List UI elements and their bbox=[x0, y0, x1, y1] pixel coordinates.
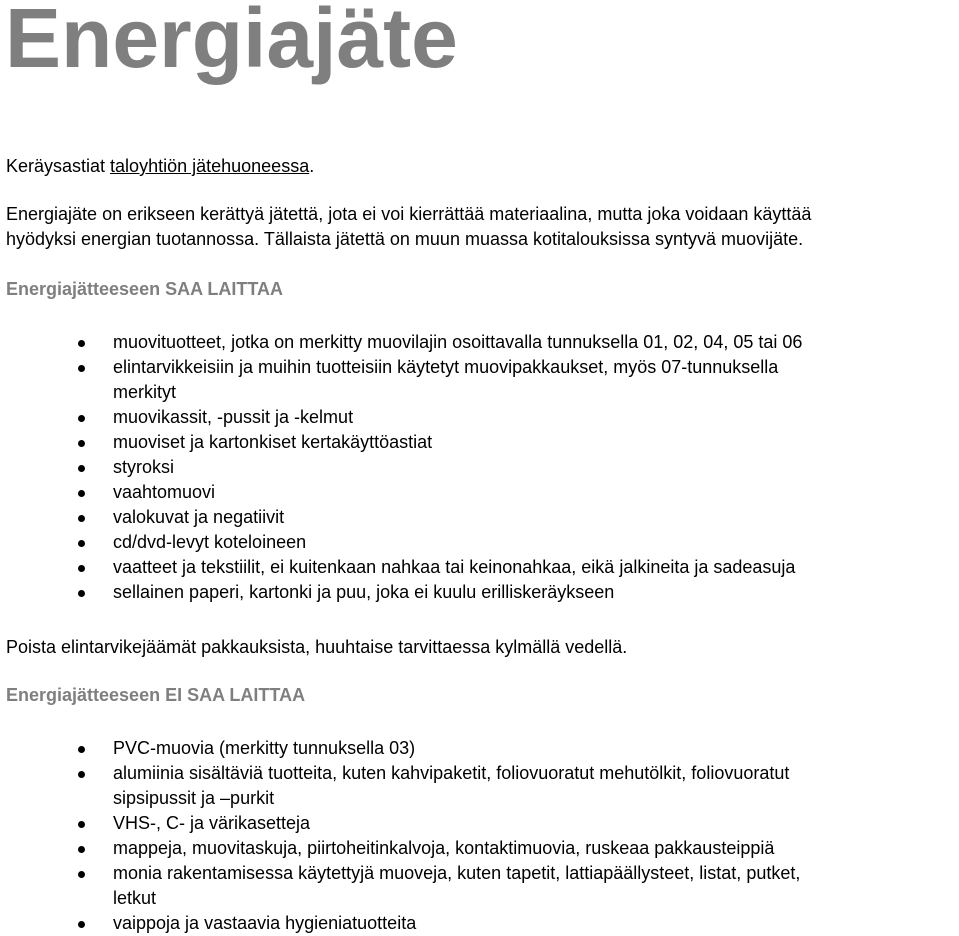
bullet-icon bbox=[78, 811, 88, 836]
bullet-icon bbox=[78, 430, 88, 455]
intro-paragraph bbox=[6, 154, 314, 178]
list-item: PVC-muovia (merkitty tunnuksella 03) bbox=[0, 736, 959, 761]
page-title: Energiajäte bbox=[5, 0, 458, 85]
list-item: VHS-, C- ja värikasetteja bbox=[0, 811, 959, 836]
list-item: muovituotteet, jotka on merkitty muovilajin osoittavalla tunnuksella 01, 02, 04, 05 tai 06 bbox=[0, 330, 959, 355]
description-line-1: Energiajäte on erikseen kerättyä jätettä, jota ei voi kierrättää materiaalina, mutta joka voidaan käyttää bbox=[6, 204, 812, 224]
list-item: styroksi bbox=[0, 455, 959, 480]
list-item: elintarvikkeisiin ja muihin tuotteisiin käytetyt muovipakkaukset, myös 07-tunnuksella merkityt bbox=[0, 355, 959, 405]
bullet-icon bbox=[78, 911, 88, 936]
allowed-list bbox=[0, 330, 959, 605]
list-item: vaahtomuovi bbox=[0, 480, 959, 505]
bullet-icon bbox=[78, 355, 88, 380]
intro-suffix: . bbox=[309, 156, 315, 176]
bullet-icon bbox=[78, 555, 88, 580]
list-item: valokuvat ja negatiivit bbox=[0, 505, 959, 530]
list-item: cd/dvd-levyt koteloineen bbox=[0, 530, 959, 555]
intro-prefix: Keräysastiat bbox=[6, 156, 111, 176]
list-item: monia rakentamisessa käytettyjä muoveja, kuten tapetit, lattiapäällysteet, listat, putket, letkut bbox=[0, 861, 959, 911]
bullet-icon bbox=[78, 405, 88, 430]
bullet-icon bbox=[78, 580, 88, 605]
forbidden-list bbox=[0, 736, 959, 936]
bullet-icon bbox=[78, 530, 88, 555]
list-item: muoviset ja kartonkiset kertakäyttöastiat bbox=[0, 430, 959, 455]
forbidden-heading: Energiajätteeseen EI SAA LAITTAA bbox=[6, 685, 306, 705]
bullet-icon bbox=[78, 505, 88, 530]
list-item: vaatteet ja tekstiilit, ei kuitenkaan nahkaa tai keinonahkaa, eikä jalkineita ja sadeasuja bbox=[0, 555, 959, 580]
bullet-icon bbox=[78, 455, 88, 480]
bullet-icon bbox=[78, 761, 88, 786]
list-item: mappeja, muovitaskuja, piirtoheitinkalvoja, kontaktimuovia, ruskeaa pakkausteippiä bbox=[0, 836, 959, 861]
bullet-icon bbox=[78, 861, 88, 886]
cleaning-note: Poista elintarvikejäämät pakkauksista, huuhtaise tarvittaessa kylmällä vedellä. bbox=[6, 637, 628, 657]
bullet-icon bbox=[78, 330, 88, 355]
intro-link-taloyhtio[interactable]: taloyhtiön jätehuoneessa bbox=[110, 156, 310, 176]
bullet-icon bbox=[78, 480, 88, 505]
list-item: sellainen paperi, kartonki ja puu, joka ei kuulu erilliskeräykseen bbox=[0, 580, 959, 605]
list-item: alumiinia sisältäviä tuotteita, kuten kahvipaketit, foliovuoratut mehutölkit, foliovuoratut sipsipussit ja –purkit bbox=[0, 761, 959, 811]
bullet-icon bbox=[78, 836, 88, 861]
list-item: muovikassit, -pussit ja -kelmut bbox=[0, 405, 959, 430]
list-item: vaippoja ja vastaavia hygieniatuotteita bbox=[0, 911, 959, 936]
allowed-heading: Energiajätteeseen SAA LAITTAA bbox=[6, 279, 284, 299]
bullet-icon bbox=[78, 736, 88, 761]
description-line-2: hyödyksi energian tuotannossa. Tällaista jätettä on muun muassa kotitalouksissa syntyvä muovijäte. bbox=[6, 229, 804, 249]
